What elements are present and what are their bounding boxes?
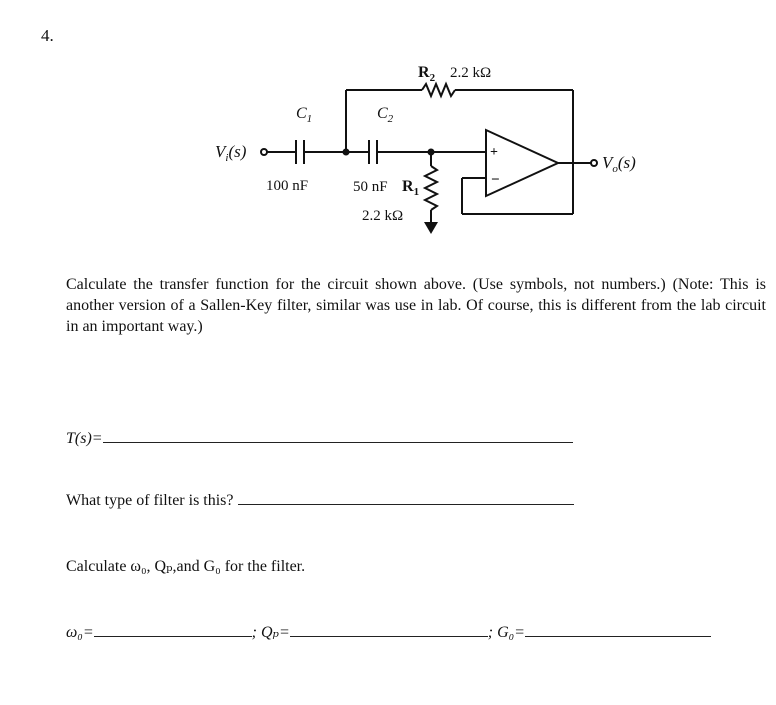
qp-answer-line[interactable] bbox=[290, 622, 488, 637]
input-label: $V_i(s)$ bbox=[215, 142, 247, 164]
calculate-parameters-prompt: Calculate ω₀, Qₚ,and G₀ for the filter. bbox=[66, 558, 306, 575]
input-terminal bbox=[261, 149, 267, 155]
g0-label: ; G₀= bbox=[487, 624, 525, 641]
sallen-key-circuit-diagram bbox=[0, 0, 776, 270]
r1-value: 2.2 kΩ bbox=[362, 208, 404, 224]
output-label: $V_o(s)$ bbox=[602, 153, 636, 175]
output-terminal bbox=[591, 160, 597, 166]
opamp-minus-sign: − bbox=[491, 172, 500, 188]
r2-value: 2.2 kΩ bbox=[450, 65, 492, 81]
filter-type-question: What type of filter is this? bbox=[66, 492, 234, 509]
r1-resistor bbox=[425, 166, 437, 210]
qp-label: ; Qₚ= bbox=[251, 624, 290, 641]
r2-resistor bbox=[422, 84, 455, 96]
parameter-answers-row bbox=[66, 622, 711, 642]
filter-type-row bbox=[66, 490, 574, 510]
junction-dot bbox=[343, 149, 350, 156]
opamp-plus-sign: + bbox=[490, 145, 498, 160]
transfer-function-label: T(s)= bbox=[66, 430, 103, 447]
c2-label: $C_2$ bbox=[377, 105, 394, 125]
c2-value: 50 nF bbox=[353, 179, 388, 195]
c1-label: $C_1$ bbox=[296, 105, 313, 125]
g0-answer-line[interactable] bbox=[525, 622, 711, 637]
r2-label: $R_2$ bbox=[418, 64, 436, 84]
transfer-function-answer-line[interactable] bbox=[103, 428, 573, 443]
question-prompt: Calculate the transfer function for the circuit shown above. (Use symbols, not numbers.) (Note: This is another version of a Sallen-Key filter, similar was use in lab. Of course, this is different from the lab circuit in an important way.) bbox=[66, 276, 766, 335]
junction-dot bbox=[428, 149, 435, 156]
omega-label: ω₀= bbox=[66, 624, 94, 641]
filter-type-answer-line[interactable] bbox=[238, 490, 574, 505]
transfer-function-row bbox=[66, 428, 573, 448]
c1-value: 100 nF bbox=[266, 178, 309, 194]
ground-arrow-icon bbox=[424, 222, 438, 234]
r1-label: $R_1$ bbox=[402, 178, 420, 198]
question-number: 4. bbox=[41, 26, 54, 45]
omega-answer-line[interactable] bbox=[94, 622, 252, 637]
